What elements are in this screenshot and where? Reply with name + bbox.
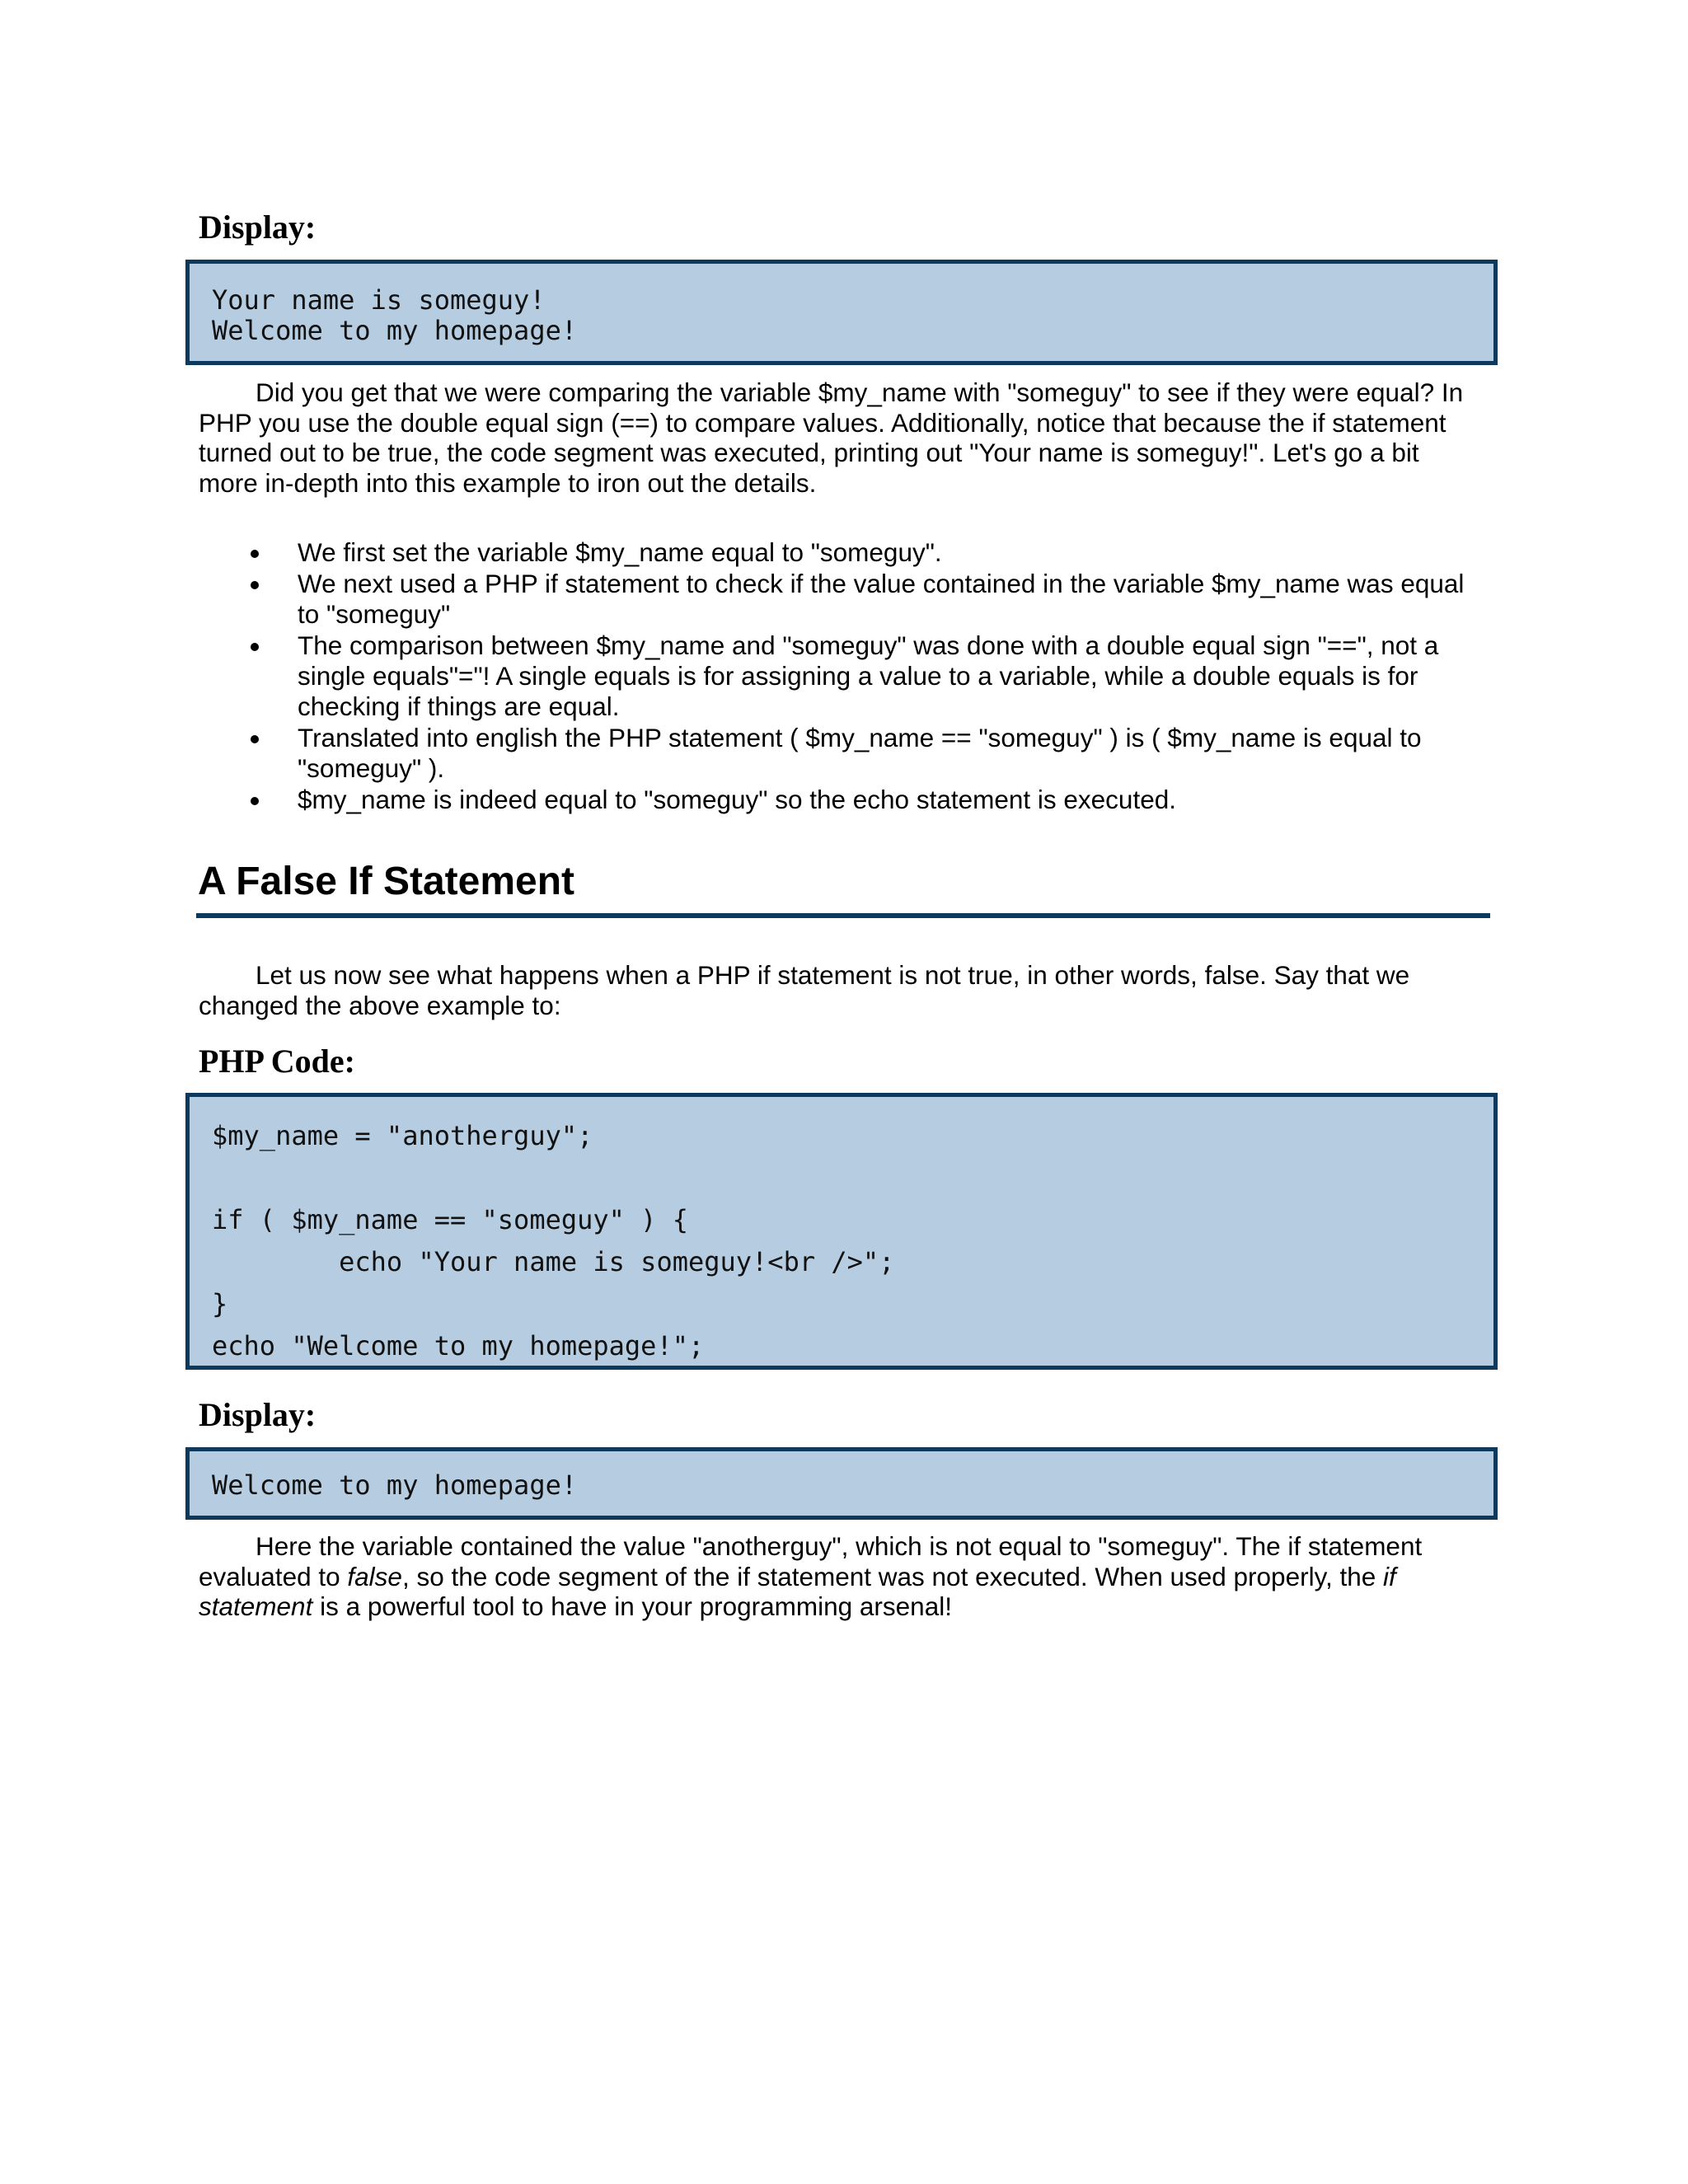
display-label: Display: <box>199 1396 316 1433</box>
list-item-text: Translated into english the PHP statement ( $my_name == "someguy" ) is ( $my_name is equal to "someguy" ). <box>298 723 1422 783</box>
code-line: if ( $my_name == "someguy" ) { <box>212 1204 688 1235</box>
list-item-text: We first set the variable $my_name equal to "someguy". <box>298 537 942 567</box>
list-item-text: We next used a PHP if statement to check if the value contained in the variable $my_name was equal to "someguy" <box>298 569 1465 629</box>
list-item <box>199 630 1484 722</box>
detail-bullet-list <box>199 537 1484 816</box>
list-item <box>199 723 1484 784</box>
list-item-text: $my_name is indeed equal to "someguy" so the echo statement is executed. <box>298 785 1176 814</box>
php-code-label: PHP Code: <box>199 1043 355 1080</box>
list-item <box>199 537 1484 568</box>
section-title: A False If Statement <box>198 860 575 903</box>
bullet-icon <box>251 581 259 589</box>
code-line: echo "Welcome to my homepage!"; <box>212 1330 705 1361</box>
display-output-box <box>185 1447 1498 1520</box>
list-item-text: The comparison between $my_name and "someguy" was done with a double equal sign "==", not a single equals"="! A single equals is for assigning a value to a variable, while a double equals is for checking if things are equal. <box>298 630 1439 721</box>
conclusion-paragraph: Here the variable contained the value "anotherguy", which is not equal to "someguy". The if statement evaluated to false, so the code segment of the if statement was not executed. When used properly, the if statement is a powerful tool to have in your programming arsenal! <box>199 1531 1423 1621</box>
code-line: } <box>212 1288 228 1319</box>
code-line <box>212 1157 1493 1199</box>
display-output-box <box>185 260 1498 365</box>
code-line: $my_name = "anotherguy"; <box>212 1120 593 1151</box>
list-item <box>199 569 1484 630</box>
display-label: Display: <box>199 209 316 246</box>
intro-paragraph: Let us now see what happens when a PHP if statement is not true, in other words, false. Say that we changed the above example to: <box>199 960 1410 1020</box>
explanation-paragraph: Did you get that we were comparing the variable $my_name with "someguy" to see if they were equal? In PHP you use the double equal sign (==) to compare values. Additionally, notice that because the if statement turned out to be true, the code segment was executed, printing out "Your name is someguy!". Let's go a bit more in-depth into this example to iron out the details. <box>199 377 1464 498</box>
bullet-icon <box>251 550 259 558</box>
code-line: echo "Your name is someguy!<br />"; <box>212 1246 895 1277</box>
php-code-box <box>185 1093 1498 1370</box>
output-line: Welcome to my homepage! <box>212 315 578 346</box>
bullet-icon <box>251 735 259 743</box>
section-divider <box>196 913 1490 918</box>
output-line: Welcome to my homepage! <box>212 1469 578 1501</box>
output-line: Your name is someguy! <box>212 284 546 316</box>
list-item <box>199 785 1484 815</box>
bullet-icon <box>251 797 259 805</box>
bullet-icon <box>251 643 259 651</box>
